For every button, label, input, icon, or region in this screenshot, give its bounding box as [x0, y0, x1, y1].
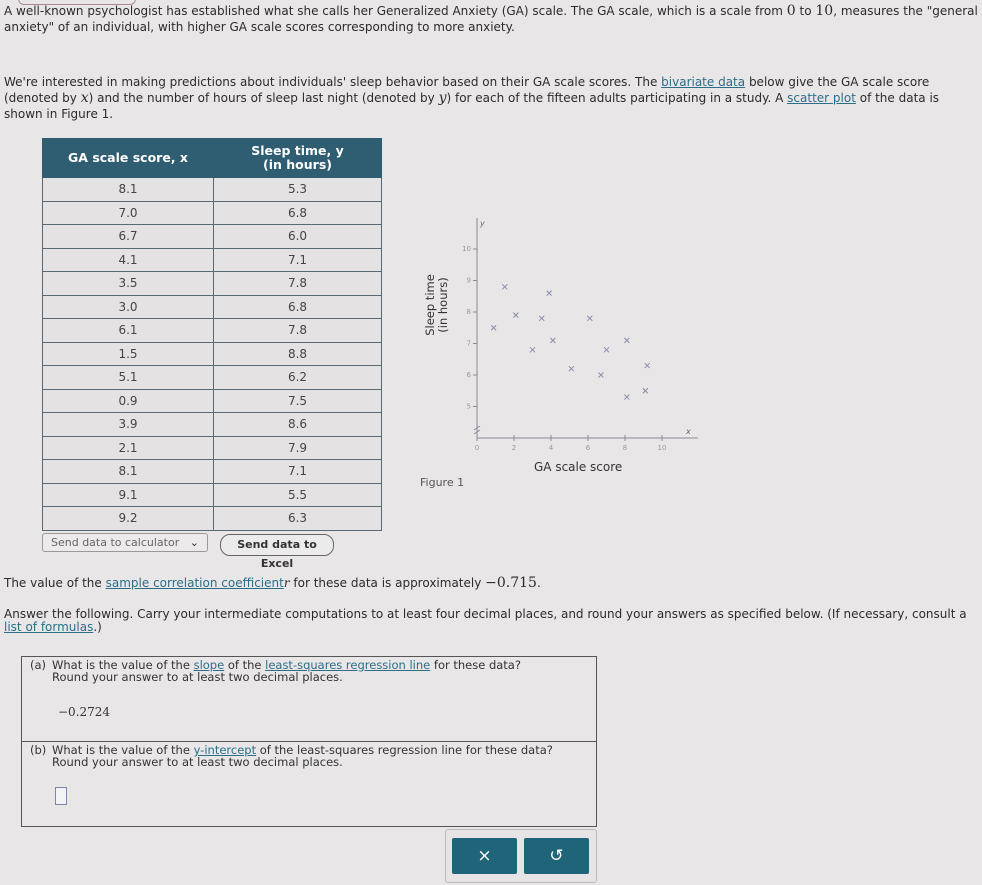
- header-ga-score: GA scale score, x: [43, 139, 214, 178]
- data-point-marker: [604, 347, 609, 352]
- correlation-value: −0.715: [485, 575, 537, 591]
- cell-y: 6.8: [214, 295, 382, 319]
- cell-x: 3.9: [43, 413, 214, 437]
- range-high: 10: [815, 3, 834, 19]
- data-point-marker: [513, 313, 518, 318]
- y-tick-label: 10: [462, 245, 471, 253]
- table-row: [43, 178, 382, 202]
- cell-y: 5.3: [214, 178, 382, 202]
- intro-text: to: [795, 4, 816, 18]
- y-intercept-answer-input[interactable]: [55, 787, 67, 805]
- question-b-text: [30, 744, 553, 768]
- cell-y: 6.0: [214, 225, 382, 249]
- intro-text: , measures the "general: [833, 4, 978, 18]
- table-row: [43, 342, 382, 366]
- data-point-marker: [624, 338, 629, 343]
- cell-y: 6.8: [214, 201, 382, 225]
- question-a-letter: (a): [30, 658, 47, 672]
- data-point-marker: [643, 388, 648, 393]
- question-text: for these data?: [430, 658, 521, 672]
- cell-x: 7.0: [43, 201, 214, 225]
- correlation-period: .: [536, 576, 541, 590]
- data-point-marker: [550, 338, 555, 343]
- chevron-down-icon: ⌄: [189, 536, 199, 549]
- calculator-select-label: Send data to calculator: [51, 536, 180, 549]
- intro-paragraph-2: [4, 74, 979, 122]
- close-icon: ×: [477, 846, 492, 866]
- correlation-text: The value of the: [4, 576, 106, 590]
- cell-x: 8.1: [43, 178, 214, 202]
- intro-text: shown in Figure 1.: [4, 107, 114, 121]
- table-row: [43, 295, 382, 319]
- intro-text: ) for each of the fifteen adults participating in a study. A: [446, 91, 788, 105]
- correlation-statement: [4, 575, 541, 591]
- cell-x: 5.1: [43, 366, 214, 390]
- header-sleep-line1: Sleep time, y: [251, 143, 344, 158]
- intro-text: We're interested in making predictions about individuals' sleep behavior based on their GA scale scores. The: [4, 75, 662, 89]
- data-point-marker: [587, 316, 592, 321]
- undo-button[interactable]: [524, 838, 589, 874]
- cell-y: 8.8: [214, 342, 382, 366]
- y-label-line1: Sleep time: [423, 274, 437, 336]
- cell-x: 3.0: [43, 295, 214, 319]
- bivariate-data-link[interactable]: bivariate data: [661, 75, 746, 89]
- data-point-marker: [645, 363, 650, 368]
- clear-button[interactable]: [452, 838, 517, 874]
- question-a-text: [30, 659, 521, 683]
- header-sleep-line2: (in hours): [263, 157, 332, 172]
- answer-action-bar: [445, 829, 597, 883]
- data-table: [42, 138, 382, 531]
- slope-answer-input[interactable]: −0.2724: [58, 705, 111, 719]
- y-tick-label: 9: [466, 276, 471, 285]
- table-header-row: [43, 139, 382, 178]
- data-point-marker: [598, 373, 603, 378]
- header-sleep-time: [214, 139, 382, 178]
- scatter-plot-link[interactable]: scatter plot: [787, 91, 856, 105]
- x-tick-label: 4: [548, 444, 554, 452]
- cell-x: 9.1: [43, 483, 214, 507]
- instructions-end: .): [93, 620, 102, 634]
- y-tick-label: 8: [466, 308, 471, 316]
- question-text: of the: [224, 658, 266, 672]
- cell-y: 7.1: [214, 248, 382, 272]
- y-tick-label: 7: [466, 339, 471, 348]
- intro-text: anxiety" of an individual, with higher GA scale scores corresponding to more anxiety.: [4, 20, 515, 34]
- cell-y: 7.1: [214, 460, 382, 484]
- table-row: [43, 460, 382, 484]
- scatter-plot: [420, 210, 710, 460]
- data-point-marker: [569, 366, 574, 371]
- x-axis-label: GA scale score: [534, 460, 623, 474]
- cell-y: 7.9: [214, 436, 382, 460]
- intro-paragraph-1: [4, 3, 982, 35]
- r-symbol: r: [283, 576, 290, 590]
- cell-x: 1.5: [43, 342, 214, 366]
- intro-text: of the data is: [855, 91, 940, 105]
- intro-text: below give the GA scale score: [745, 75, 930, 89]
- question-a-instruction: Round your answer to at least two decimal places.: [52, 670, 343, 684]
- y-tick-label: 5: [466, 402, 471, 411]
- table-row: [43, 366, 382, 390]
- question-text: of the least-squares regression line for these data?: [256, 743, 553, 757]
- cell-y: 6.2: [214, 366, 382, 390]
- table-row: [43, 413, 382, 437]
- data-point-marker: [624, 395, 629, 400]
- table-row: [43, 507, 382, 531]
- cell-y: 5.5: [214, 483, 382, 507]
- data-point-marker: [539, 316, 544, 321]
- table-row: [43, 483, 382, 507]
- data-point-marker: [530, 347, 535, 352]
- y-axis-symbol: y: [480, 219, 485, 228]
- y-intercept-link[interactable]: y-intercept: [193, 743, 257, 757]
- x-tick-label: 8: [622, 444, 628, 452]
- slope-link[interactable]: slope: [193, 658, 225, 672]
- table-row: [43, 248, 382, 272]
- send-to-excel-button[interactable]: Send data to Excel: [220, 534, 334, 556]
- question-text: What is the value of the: [52, 743, 194, 757]
- range-low: 0: [786, 3, 796, 19]
- list-of-formulas-link[interactable]: list of formulas: [4, 620, 94, 634]
- question-b-letter: (b): [30, 743, 47, 757]
- intro-text: ) and the number of hours of sleep last night (denoted by: [88, 91, 439, 105]
- undo-icon: ↺: [549, 846, 564, 866]
- cell-y: 8.6: [214, 413, 382, 437]
- figure-caption: Figure 1: [420, 476, 465, 489]
- question-a-box: [21, 656, 597, 742]
- cell-y: 7.8: [214, 272, 382, 296]
- cell-x: 6.1: [43, 319, 214, 343]
- x-tick-label: 2: [511, 444, 517, 452]
- x-tick-label: 10: [657, 444, 667, 452]
- cell-x: 4.1: [43, 248, 214, 272]
- question-text: What is the value of the: [52, 658, 194, 672]
- correlation-text: for these data is approximately: [289, 576, 486, 590]
- table-row: [43, 225, 382, 249]
- y-symbol: y: [438, 90, 447, 106]
- cell-x: 2.1: [43, 436, 214, 460]
- cell-x: 3.5: [43, 272, 214, 296]
- x-symbol: x: [80, 90, 89, 106]
- table-row: [43, 389, 382, 413]
- y-tick-label: 6: [466, 371, 471, 379]
- data-point-marker: [547, 291, 552, 296]
- cell-y: 6.3: [214, 507, 382, 531]
- table-body: [43, 178, 382, 531]
- intro-text: A well-known psychologist has established what she calls her Generalized Anxiety (GA) scale. The GA scale, which is a scale from: [4, 4, 787, 18]
- cell-x: 6.7: [43, 225, 214, 249]
- instructions-text: Answer the following. Carry your intermediate computations to at least four decimal places, and round your answers as specified below. (If necessary, consult a: [4, 607, 967, 621]
- table-row: [43, 436, 382, 460]
- scatter-plot-figure: [420, 210, 710, 500]
- y-label-line2: (in hours): [436, 277, 450, 333]
- data-point-marker: [502, 284, 507, 289]
- x-axis-symbol: x: [686, 427, 691, 436]
- cell-y: 7.8: [214, 319, 382, 343]
- x-tick-label: 0: [474, 444, 480, 452]
- cell-x: 9.2: [43, 507, 214, 531]
- table-row: [43, 272, 382, 296]
- data-point-marker: [491, 325, 496, 330]
- least-squares-link[interactable]: least-squares regression line: [265, 658, 431, 672]
- question-b-instruction: Round your answer to at least two decimal places.: [52, 755, 343, 769]
- cell-x: 8.1: [43, 460, 214, 484]
- table-row: [43, 319, 382, 343]
- cell-x: 0.9: [43, 389, 214, 413]
- instructions: [4, 608, 979, 634]
- send-to-calculator-select[interactable]: [42, 533, 208, 552]
- intro-text: (denoted by: [4, 91, 81, 105]
- x-tick-label: 6: [585, 444, 591, 452]
- table-row: [43, 201, 382, 225]
- cell-y: 7.5: [214, 389, 382, 413]
- question-b-box: [21, 741, 597, 827]
- sample-correlation-link[interactable]: sample correlation coefficient: [105, 576, 284, 590]
